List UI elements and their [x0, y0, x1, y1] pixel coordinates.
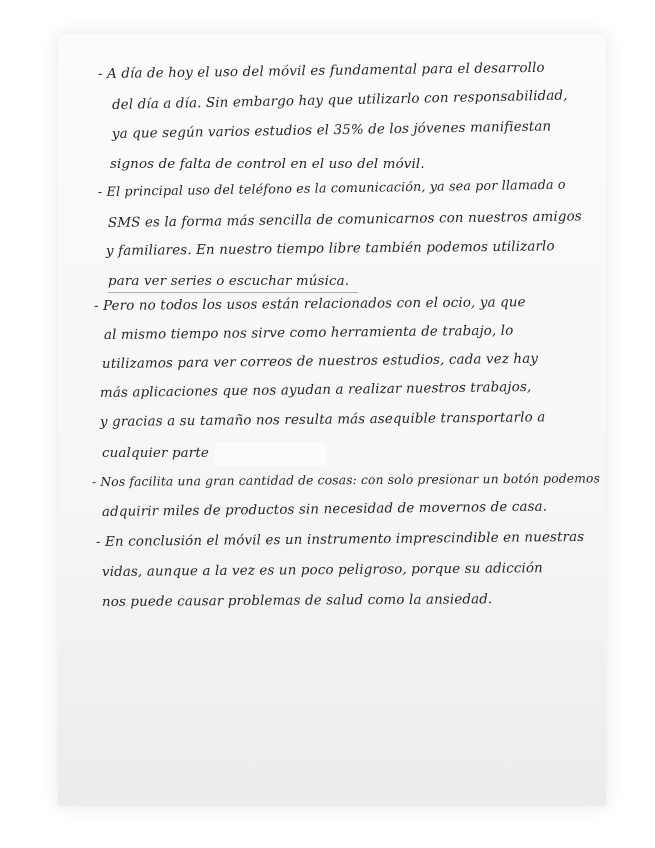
text-line-12: más aplicaciones que nos ayudan a realizar nuestros trabajos, [99, 379, 532, 401]
text-line-4: signos de falta de control en el uso del móvil. [110, 157, 425, 172]
erased-smudge [215, 442, 327, 466]
underline-mark [108, 292, 358, 293]
text-line-8: para ver series o escuchar música. [108, 274, 350, 289]
text-line-7: y familiares. En nuestro tiempo libre también podemos utilizarlo [105, 239, 555, 259]
text-line-1: - A día de hoy el uso del móvil es fundamental para el desarrollo [97, 60, 545, 82]
text-line-2: del día a día. Sin embargo hay que utilizarlo con responsabilidad, [111, 88, 568, 113]
text-line-14: cualquier parte [102, 446, 209, 461]
text-line-3: ya que según varios estudios el 35% de los jóvenes manifiestan [111, 119, 552, 142]
text-line-9: - Pero no todos los usos están relacionados con el ocio, ya que [93, 295, 526, 314]
text-line-5: - El principal uso del teléfono es la comunicación, ya sea por llamada o [97, 176, 566, 199]
text-line-13: y gracias a su tamaño nos resulta más asequible transportarlo a [99, 410, 546, 430]
text-line-17: - En conclusión el móvil es un instrumento imprescindible en nuestras [95, 529, 585, 550]
text-line-15: - Nos facilita una gran cantidad de cosas: con solo presionar un botón podemos [91, 471, 601, 489]
text-line-19: nos puede causar problemas de salud como la ansiedad. [101, 592, 493, 610]
text-line-16: adquirir miles de productos sin necesidad de movernos de casa. [101, 499, 548, 520]
text-line-6: SMS es la forma más sencilla de comunicarnos con nuestros amigos [107, 209, 582, 231]
text-line-18: vidas, aunque a la vez es un poco peligroso, porque su adicción [101, 561, 543, 580]
text-line-11: utilizamos para ver correos de nuestros estudios, cada vez hay [101, 351, 539, 372]
text-line-10: al mismo tiempo nos sirve como herramienta de trabajo, lo [103, 323, 514, 343]
